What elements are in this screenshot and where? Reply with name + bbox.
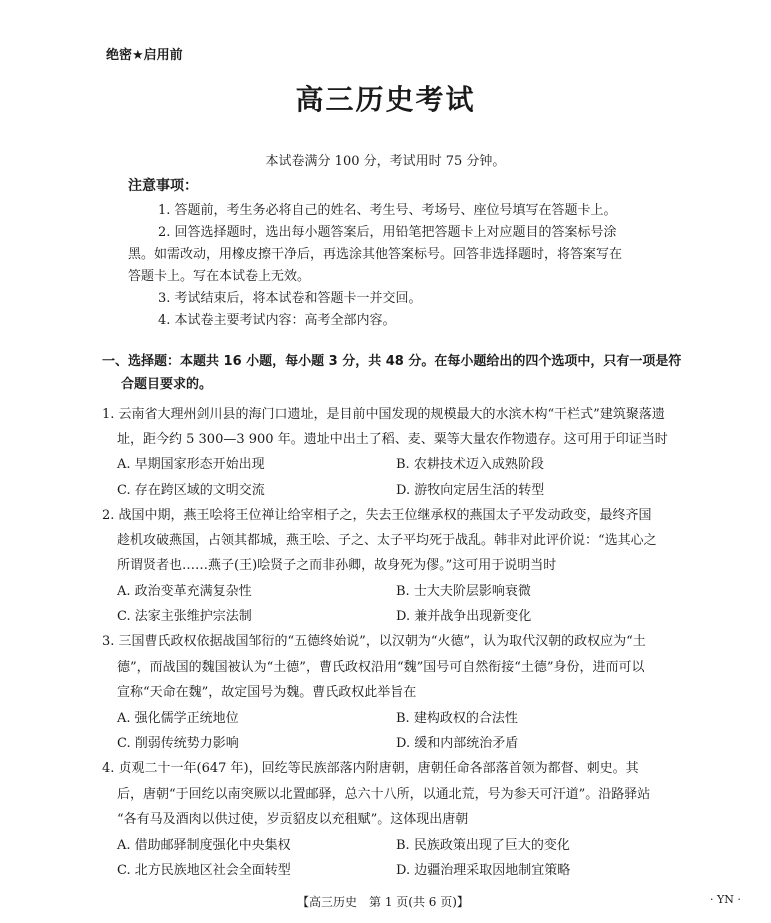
confidential-label: 绝密★启用前 (106, 48, 183, 63)
page-footer: 【高三历史 第 1 页(共 6 页)】 (297, 895, 469, 909)
question-1-option-a: A. 早期国家形态开始出现 (117, 457, 265, 472)
notice-line: 2. 回答选择题时，选出每小题答案后，用铅笔把答题卡上对应题目的答案标号涂 (158, 225, 617, 240)
question-4-option-a: A. 借助邮驿制度强化中央集权 (117, 838, 291, 853)
question-3-text: 德”，而战国的魏国被认为“土德”，曹氏政权沿用“魏”国号可自然衔接“土德”身份，进而可以 (117, 660, 645, 675)
notice-line: 黑。如需改动，用橡皮擦干净后，再选涂其他答案标号。回答非选择题时，将答案写在 (128, 247, 623, 262)
question-4-text: 4. 贞观二十一年(647 年)，回纥等民族部落内附唐朝，唐朝任命各部落首领为都督、刺史。其 (102, 761, 639, 776)
question-1-option-d: D. 游牧向定居生活的转型 (396, 483, 545, 498)
question-4-option-d: D. 边疆治理采取因地制宜策略 (396, 863, 571, 878)
question-1-text: 址，距今约 5 300—3 900 年。遗址中出土了稻、麦、粟等大量农作物遗存。这可用于印证当时 (117, 432, 668, 447)
notice-title: 注意事项： (128, 178, 198, 194)
question-3-option-d: D. 缓和内部统治矛盾 (396, 736, 519, 751)
footer-code: · YN · (710, 893, 741, 906)
section-heading-cont: 合题目要求的。 (121, 377, 213, 392)
notice-line: 4. 本试卷主要考试内容：高考全部内容。 (158, 313, 396, 328)
question-2-text: 所谓贤者也……燕子(王)哙贤子之而非孙卿，故身死为僇。”这可用于说明当时 (117, 558, 557, 573)
question-2-text: 趁机攻破燕国，占领其都城，燕王哙、子之、太子平均死于战乱。韩非对此评价说：“选其心之 (117, 533, 657, 548)
question-4-option-b: B. 民族政策出现了巨大的变化 (396, 838, 570, 853)
question-4-text: 后，唐朝“于回纥以南突厥以北置邮驿，总六十八所，以通北荒，号为参天可汗道”。沿路驿站 (117, 787, 651, 802)
question-3-option-b: B. 建构政权的合法性 (396, 711, 518, 726)
notice-line: 3. 考试结束后，将本试卷和答题卡一并交回。 (158, 291, 422, 306)
page-title: 高三历史考试 (295, 83, 476, 116)
question-4-option-c: C. 北方民族地区社会全面转型 (117, 863, 291, 878)
question-1-text: 1. 云南省大理州剑川县的海门口遗址，是目前中国发现的规模最大的水滨木构“干栏式”建筑聚落遗 (102, 407, 665, 422)
question-2-option-a: A. 政治变革充满复杂性 (117, 584, 252, 599)
notice-line: 1. 答题前，考生务必将自己的姓名、考生号、考场号、座位号填写在答题卡上。 (158, 203, 617, 218)
notice-line: 答题卡上。写在本试卷上无效。 (128, 269, 311, 284)
question-2-option-b: B. 士大夫阶层影响衰微 (396, 584, 531, 599)
question-2-option-c: C. 法家主张维护宗法制 (117, 609, 252, 624)
question-2-text: 2. 战国中期，燕王哙将王位禅让给宰相子之，失去王位继承权的燕国太子平发动政变，最终齐国 (102, 508, 652, 523)
section-heading: 一、选择题：本题共 16 小题，每小题 3 分，共 48 分。在每小题给出的四个选项中，只有一项是符 (102, 354, 682, 369)
question-1-option-b: B. 农耕技术迈入成熟阶段 (396, 457, 544, 472)
question-3-text: 宣称“天命在魏”，故定国号为魏。曹氏政权此举旨在 (117, 685, 417, 700)
question-2-option-d: D. 兼并战争出现新变化 (396, 609, 532, 624)
question-3-option-c: C. 削弱传统势力影响 (117, 736, 239, 751)
question-3-text: 3. 三国曹氏政权依据战国邹衍的“五德终始说”，以汉朝为“火德”，认为取代汉朝的政权应为“土 (102, 634, 646, 649)
question-4-text: “各有马及酒肉以供过使，岁贡貂皮以充租赋”。这体现出唐朝 (117, 812, 469, 827)
exam-info: 本试卷满分 100 分，考试用时 75 分钟。 (265, 154, 506, 169)
question-1-option-c: C. 存在跨区域的文明交流 (117, 483, 265, 498)
question-3-option-a: A. 强化儒学正统地位 (117, 711, 239, 726)
